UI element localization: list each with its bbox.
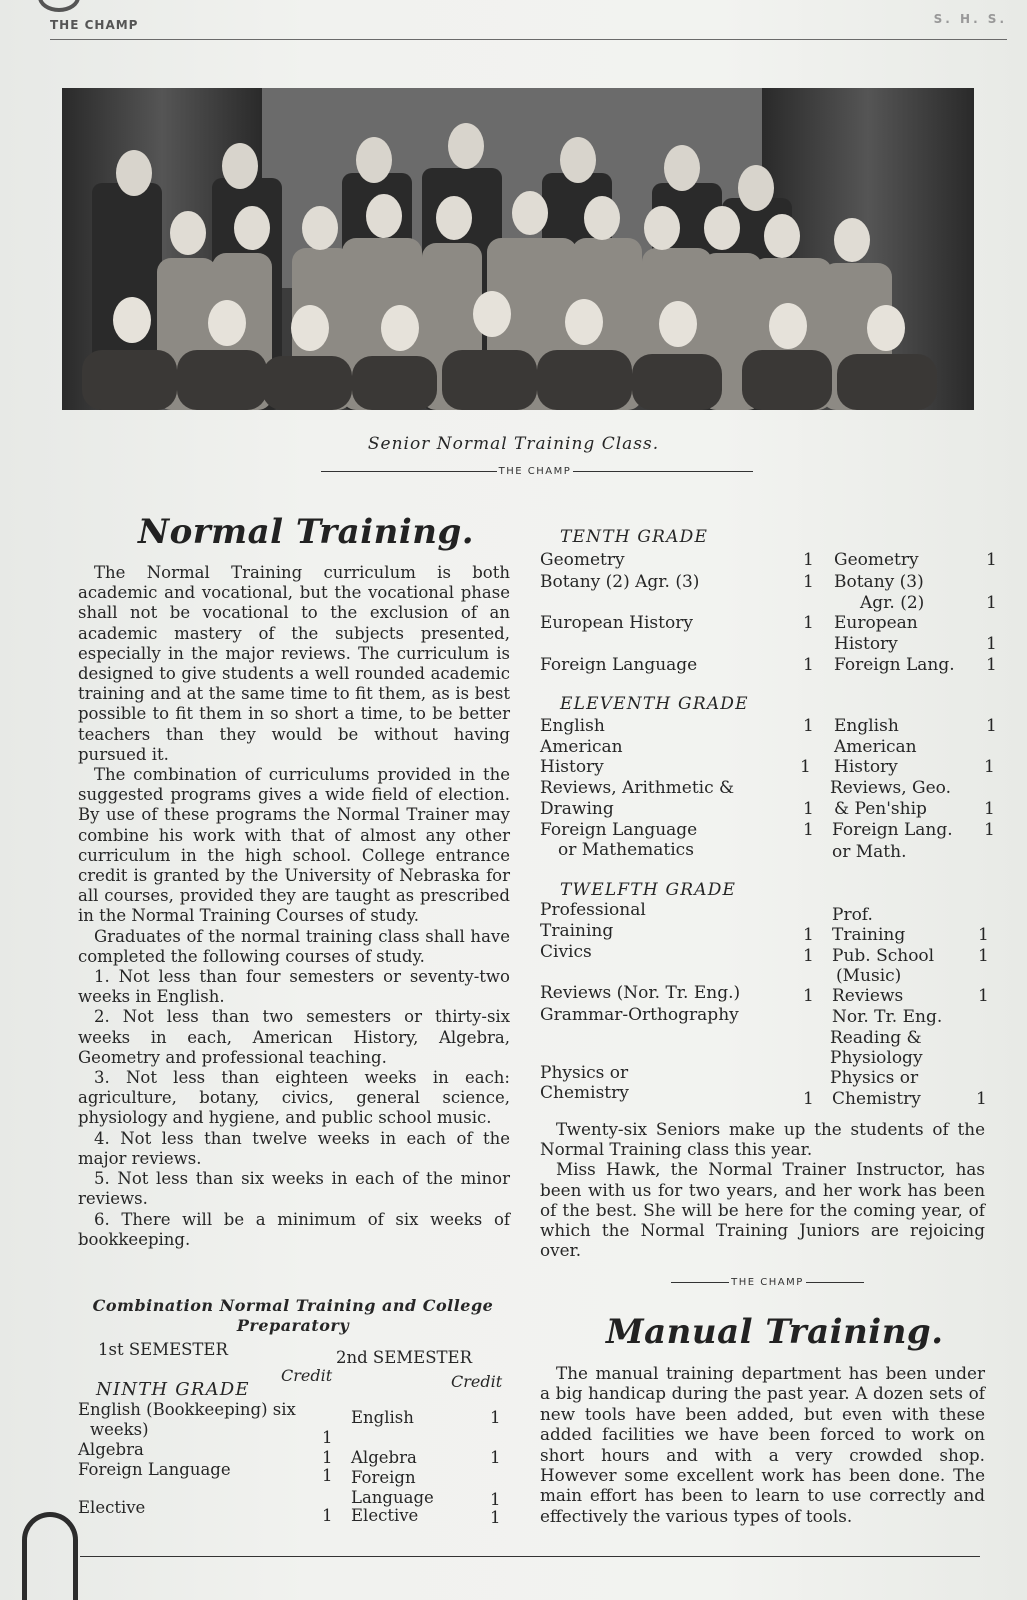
semester-1-header: 1st SEMESTER — [98, 1340, 228, 1359]
divider-top — [312, 466, 762, 480]
semester-2-header: 2nd SEMESTER — [336, 1348, 472, 1367]
normal-training-paragraph: The Normal Training curriculum is both academic and vocational, but the vocational phase shall not be vocational to the exclusion of an academic mastery of the subjects presented, especially in the major reviews. The curriculum is designed to give students a well rounded academic training and at the same time to fit them, as is best possible to fit them in so short a time, to be better teachers than they would be without having pursued it. — [78, 563, 510, 764]
credit-left: 1 — [803, 799, 814, 819]
credit-header: Credit — [451, 1372, 503, 1391]
divider-label: THE CHAMP — [731, 1277, 804, 1288]
course-right: Pub. School — [832, 946, 935, 966]
combination-title — [78, 1296, 508, 1336]
credit-header: Credit — [281, 1366, 333, 1385]
course-left: Reviews, Arithmetic & — [540, 778, 735, 798]
running-head — [50, 12, 1007, 40]
seniors-note-paragraph: Miss Hawk, the Normal Trainer Instructor, has been with us for two years, and her work has been of the best. She will be here for the coming year, of which the Normal Training Juniors are rejoicing over. — [540, 1159, 985, 1261]
course-right: Reading & — [830, 1028, 922, 1048]
grade-heading-eleventh: ELEVENTH GRADE — [560, 694, 749, 714]
credit-left: 1 — [803, 550, 814, 570]
course-left: Foreign Language — [78, 1460, 231, 1479]
divider-label: THE CHAMP — [498, 466, 572, 477]
course-left: Reviews (Nor. Tr. Eng.) — [540, 983, 741, 1003]
course-right: Botany (3) — [834, 572, 924, 592]
seniors-note-paragraph: Twenty-six Seniors make up the students of the Normal Training class this year. — [540, 1119, 985, 1160]
credit-left: 1 — [803, 1089, 814, 1109]
course-right: (Music) — [836, 966, 902, 986]
course-left: American — [540, 737, 623, 757]
course-right: Physiology — [830, 1048, 923, 1068]
credit-left: 1 — [322, 1428, 333, 1447]
course-left: Foreign Language — [540, 820, 698, 840]
credit-right: 1 — [978, 946, 989, 966]
course-right: English — [834, 716, 899, 736]
credit-left: 1 — [803, 613, 814, 633]
binder-ring-top — [38, 0, 80, 12]
bottom-rule — [80, 1556, 980, 1557]
credit-left: 1 — [803, 986, 814, 1006]
requirement-item: 2. Not less than two semesters or thirty-six weeks in each, American History, Algebra, Geometry and professional teaching. — [78, 1007, 510, 1067]
course-right: Agr. (2) — [860, 593, 925, 613]
credit-left: 1 — [803, 946, 814, 966]
course-left: English — [540, 716, 605, 736]
credit-right: 1 — [978, 986, 989, 1006]
requirement-item: 4. Not less than twelve weeks in each of the major reviews. — [78, 1128, 510, 1168]
credit-left: 1 — [803, 925, 814, 945]
course-right: Chemistry — [832, 1089, 921, 1109]
credit-left: 1 — [322, 1448, 333, 1467]
requirement-item: 1. Not less than four semesters or seventy-two weeks in English. — [78, 967, 510, 1007]
manual-training-title: Manual Training. — [606, 1312, 944, 1352]
credit-right: 1 — [986, 550, 997, 570]
course-right: Prof. — [832, 905, 873, 925]
normal-training-paragraph: The combination of curriculums provided in the suggested programs gives a wide field of election. By use of these programs the Normal Trainer may combine his work with that of almost any other curriculum in the high school. College entrance credit is granted by the University of Nebraska for all courses, provided they are taught as prescribed in the Normal Training Courses of study. — [78, 765, 510, 926]
course-left: English (Bookkeeping) six — [78, 1400, 296, 1419]
course-left: Foreign Language — [540, 655, 698, 675]
course-right: & Pen'ship — [834, 799, 927, 819]
running-head-right: S. H. S. — [933, 12, 1007, 26]
course-right: Foreign — [351, 1468, 416, 1487]
course-right: Elective — [351, 1506, 419, 1525]
credit-left: 1 — [803, 716, 814, 736]
course-left: Algebra — [78, 1440, 144, 1459]
class-photo-image — [62, 88, 974, 410]
credit-right: 1 — [490, 1508, 501, 1527]
combination-title-line2: Preparatory — [236, 1316, 350, 1335]
grade-heading-ninth: NINTH GRADE — [96, 1379, 250, 1400]
course-right: Language — [351, 1488, 434, 1507]
credit-left: 1 — [803, 655, 814, 675]
normal-training-body — [78, 563, 510, 1250]
credit-left: 1 — [800, 757, 811, 777]
manual-training-body — [540, 1363, 985, 1526]
credit-right: 1 — [984, 820, 995, 840]
course-right: Physics or — [830, 1068, 919, 1088]
credit-right: 1 — [986, 634, 997, 654]
credit-left: 1 — [803, 572, 814, 592]
course-right: European — [834, 613, 918, 633]
manual-training-paragraph: The manual training department has been under a big handicap during the past year. A dozen sets of new tools have been added, but even with these added facilities we have been forced to work on short hours and with a very crowded shop. However some excellent work has been done. The main effort has been to learn to use correctly and effectively the various types of tools. — [540, 1363, 985, 1526]
grade-heading-tenth: TENTH GRADE — [560, 527, 709, 547]
course-left: Geometry — [540, 550, 625, 570]
grade-heading-twelfth: TWELFTH GRADE — [560, 880, 737, 900]
course-left: Chemistry — [540, 1083, 629, 1103]
normal-training-paragraph: Graduates of the normal training class shall have completed the following courses of study. — [78, 926, 510, 966]
course-left: Physics or — [540, 1063, 629, 1083]
credit-left: 1 — [322, 1506, 333, 1525]
course-left: Professional — [540, 900, 646, 920]
requirement-item: 6. There will be a minimum of six weeks of bookkeeping. — [78, 1209, 510, 1249]
combination-title-line1: Combination Normal Training and College — [92, 1296, 494, 1315]
credit-right: 1 — [984, 757, 995, 777]
course-right: History — [834, 757, 898, 777]
credit-right: 1 — [986, 655, 997, 675]
course-right: English — [351, 1408, 414, 1427]
course-left: Training — [540, 921, 614, 941]
credit-right: 1 — [984, 799, 995, 819]
credit-right: 1 — [986, 593, 997, 613]
course-left: Civics — [540, 942, 592, 962]
course-right: Geometry — [834, 550, 919, 570]
credit-right: 1 — [978, 925, 989, 945]
credit-right: 1 — [490, 1448, 501, 1467]
requirement-item: 3. Not less than eighteen weeks in each: agriculture, botany, civics, general science, physiology and hygiene, and public school music. — [78, 1068, 510, 1128]
course-right: Nor. Tr. Eng. — [832, 1007, 943, 1027]
course-left: Elective — [78, 1498, 146, 1517]
course-left: European History — [540, 613, 693, 633]
seniors-note — [540, 1119, 985, 1260]
course-left: Drawing — [540, 799, 614, 819]
course-right: Algebra — [351, 1448, 417, 1467]
course-left: Botany (2) Agr. (3) — [540, 572, 700, 592]
ninth-grade-table — [78, 1340, 518, 1530]
course-left: or Mathematics — [558, 840, 694, 860]
binder-ring-bottom — [22, 1512, 78, 1600]
course-right: Reviews, Geo. — [830, 778, 952, 798]
requirement-item: 5. Not less than six weeks in each of the minor reviews. — [78, 1169, 510, 1209]
normal-training-title: Normal Training. — [138, 512, 475, 552]
credit-right: 1 — [976, 1089, 987, 1109]
course-right: American — [834, 737, 917, 757]
class-photo — [62, 88, 974, 410]
course-right: or Math. — [832, 842, 907, 862]
running-head-left: THE CHAMP — [50, 18, 139, 32]
course-right: Foreign Lang. — [834, 655, 955, 675]
credit-right: 1 — [490, 1408, 501, 1427]
course-left: weeks) — [90, 1420, 149, 1439]
credit-right: 1 — [490, 1490, 501, 1509]
course-right: Foreign Lang. — [832, 820, 953, 840]
credit-right: 1 — [986, 716, 997, 736]
photo-caption: Senior Normal Training Class. — [367, 434, 660, 454]
credit-left: 1 — [322, 1466, 333, 1485]
course-right: Reviews — [832, 986, 904, 1006]
course-right: History — [834, 634, 898, 654]
course-left: History — [540, 757, 604, 777]
credit-left: 1 — [803, 820, 814, 840]
divider-mid — [660, 1277, 875, 1291]
course-left: Grammar-Orthography — [540, 1005, 739, 1025]
course-right: Training — [832, 925, 906, 945]
